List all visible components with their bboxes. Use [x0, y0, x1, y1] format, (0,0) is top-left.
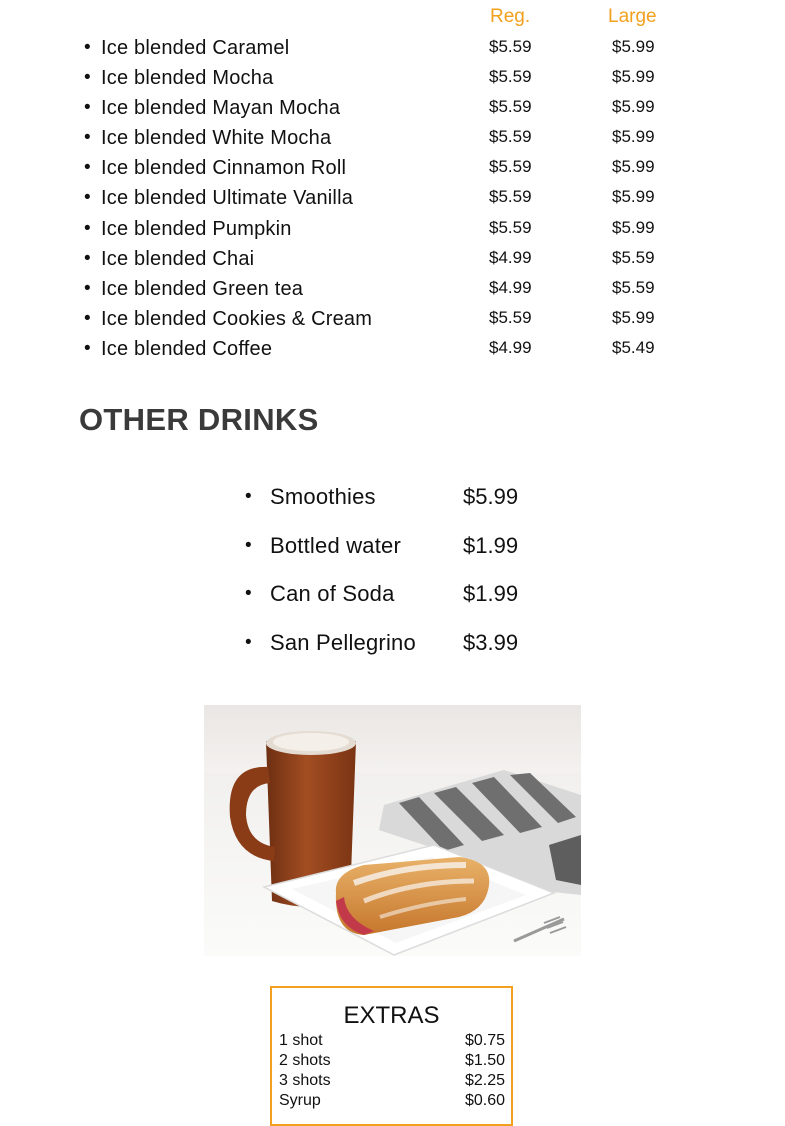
- coffee-pastry-illustration: [204, 705, 581, 956]
- bullet-icon: •: [84, 157, 91, 179]
- bullet-icon: •: [245, 534, 252, 556]
- extra-price: $2.25: [465, 1072, 506, 1089]
- regular-price: $5.59: [489, 37, 532, 56]
- extra-price: $0.75: [465, 1032, 506, 1049]
- regular-price: $5.59: [489, 67, 532, 87]
- large-price: $5.99: [612, 97, 655, 117]
- item-name: Ice blended Cinnamon Roll: [101, 157, 347, 180]
- item-price: $3.99: [463, 630, 519, 656]
- bullet-icon: •: [84, 127, 91, 149]
- extra-name: Syrup: [279, 1092, 321, 1109]
- extra-price: $1.50: [465, 1052, 506, 1069]
- other-drinks-heading: OTHER DRINKS: [79, 402, 319, 437]
- item-name: Ice blended Green tea: [101, 277, 304, 300]
- bullet-icon: •: [84, 97, 91, 119]
- item-price: $1.99: [463, 581, 519, 607]
- extras-title: EXTRAS: [343, 1002, 440, 1029]
- regular-price: $5.59: [489, 307, 532, 327]
- bullet-icon: •: [84, 217, 91, 239]
- item-name: Can of Soda: [270, 581, 395, 607]
- list-item: [84, 247, 704, 277]
- large-price: $5.99: [612, 37, 655, 56]
- bullet-icon: •: [84, 67, 91, 89]
- item-name: Ice blended Mocha: [101, 67, 274, 90]
- list-item: [84, 186, 704, 216]
- extra-price: $0.60: [465, 1092, 506, 1109]
- bullet-icon: •: [245, 583, 252, 605]
- list-item: [84, 156, 704, 186]
- list-item: [84, 66, 704, 96]
- item-name: Smoothies: [270, 484, 376, 509]
- bullet-icon: •: [84, 337, 91, 359]
- bullet-icon: •: [84, 187, 91, 209]
- regular-price: $5.59: [489, 157, 532, 177]
- large-price: $5.99: [612, 217, 655, 237]
- item-name: San Pellegrino: [270, 630, 416, 656]
- large-price: $5.99: [612, 307, 655, 327]
- item-name: Ice blended Mayan Mocha: [101, 97, 341, 120]
- list-item: [279, 1032, 509, 1052]
- list-item: [279, 1092, 509, 1112]
- list-item: [84, 36, 704, 66]
- bullet-icon: •: [84, 37, 91, 58]
- item-name: Ice blended Cookies & Cream: [101, 307, 373, 330]
- list-item: [84, 96, 704, 126]
- regular-price: $4.99: [489, 337, 532, 357]
- item-name: Ice blended Pumpkin: [101, 217, 292, 240]
- large-price: $5.99: [612, 67, 655, 87]
- list-item: [84, 217, 704, 247]
- extra-name: 1 shot: [279, 1032, 323, 1049]
- item-name: Bottled water: [270, 532, 402, 558]
- coffee-pastry-photo: [204, 705, 581, 956]
- regular-price: $5.59: [489, 217, 532, 237]
- list-item: [245, 484, 565, 533]
- item-name: Ice blended Ultimate Vanilla: [101, 187, 354, 210]
- ice-blended-list: [84, 36, 704, 367]
- other-drinks-list: [245, 484, 565, 679]
- list-item: [279, 1072, 509, 1092]
- large-price: $5.99: [612, 187, 655, 207]
- list-item: [245, 630, 565, 679]
- regular-price: $4.99: [489, 277, 532, 297]
- large-size-header: Large: [608, 6, 657, 27]
- bullet-icon: •: [245, 486, 252, 507]
- bullet-icon: •: [245, 632, 252, 654]
- list-item: [279, 1052, 509, 1072]
- bullet-icon: •: [84, 307, 91, 329]
- regular-price: $5.59: [489, 97, 532, 117]
- list-item: [245, 581, 565, 630]
- list-item: [84, 126, 704, 156]
- large-price: $5.99: [612, 127, 655, 147]
- list-item: [84, 307, 704, 337]
- extras-box: [270, 986, 513, 1126]
- large-price: $5.59: [612, 247, 655, 267]
- bullet-icon: •: [84, 247, 91, 269]
- large-price: $5.49: [612, 337, 655, 357]
- item-name: Ice blended Chai: [101, 247, 255, 270]
- list-item: [245, 533, 565, 582]
- regular-size-header: Reg.: [490, 6, 531, 27]
- extra-name: 2 shots: [279, 1052, 331, 1069]
- list-item: [84, 337, 704, 367]
- item-name: Ice blended Coffee: [101, 337, 273, 360]
- item-name: Ice blended Caramel: [101, 37, 290, 59]
- item-price: $1.99: [463, 532, 519, 558]
- regular-price: $5.59: [489, 127, 532, 147]
- regular-price: $4.99: [489, 247, 532, 267]
- list-item: [84, 277, 704, 307]
- extra-name: 3 shots: [279, 1072, 331, 1089]
- bullet-icon: •: [84, 277, 91, 299]
- large-price: $5.59: [612, 277, 655, 297]
- large-price: $5.99: [612, 157, 655, 177]
- regular-price: $5.59: [489, 187, 532, 207]
- item-price: $5.99: [463, 484, 519, 509]
- item-name: Ice blended White Mocha: [101, 127, 332, 150]
